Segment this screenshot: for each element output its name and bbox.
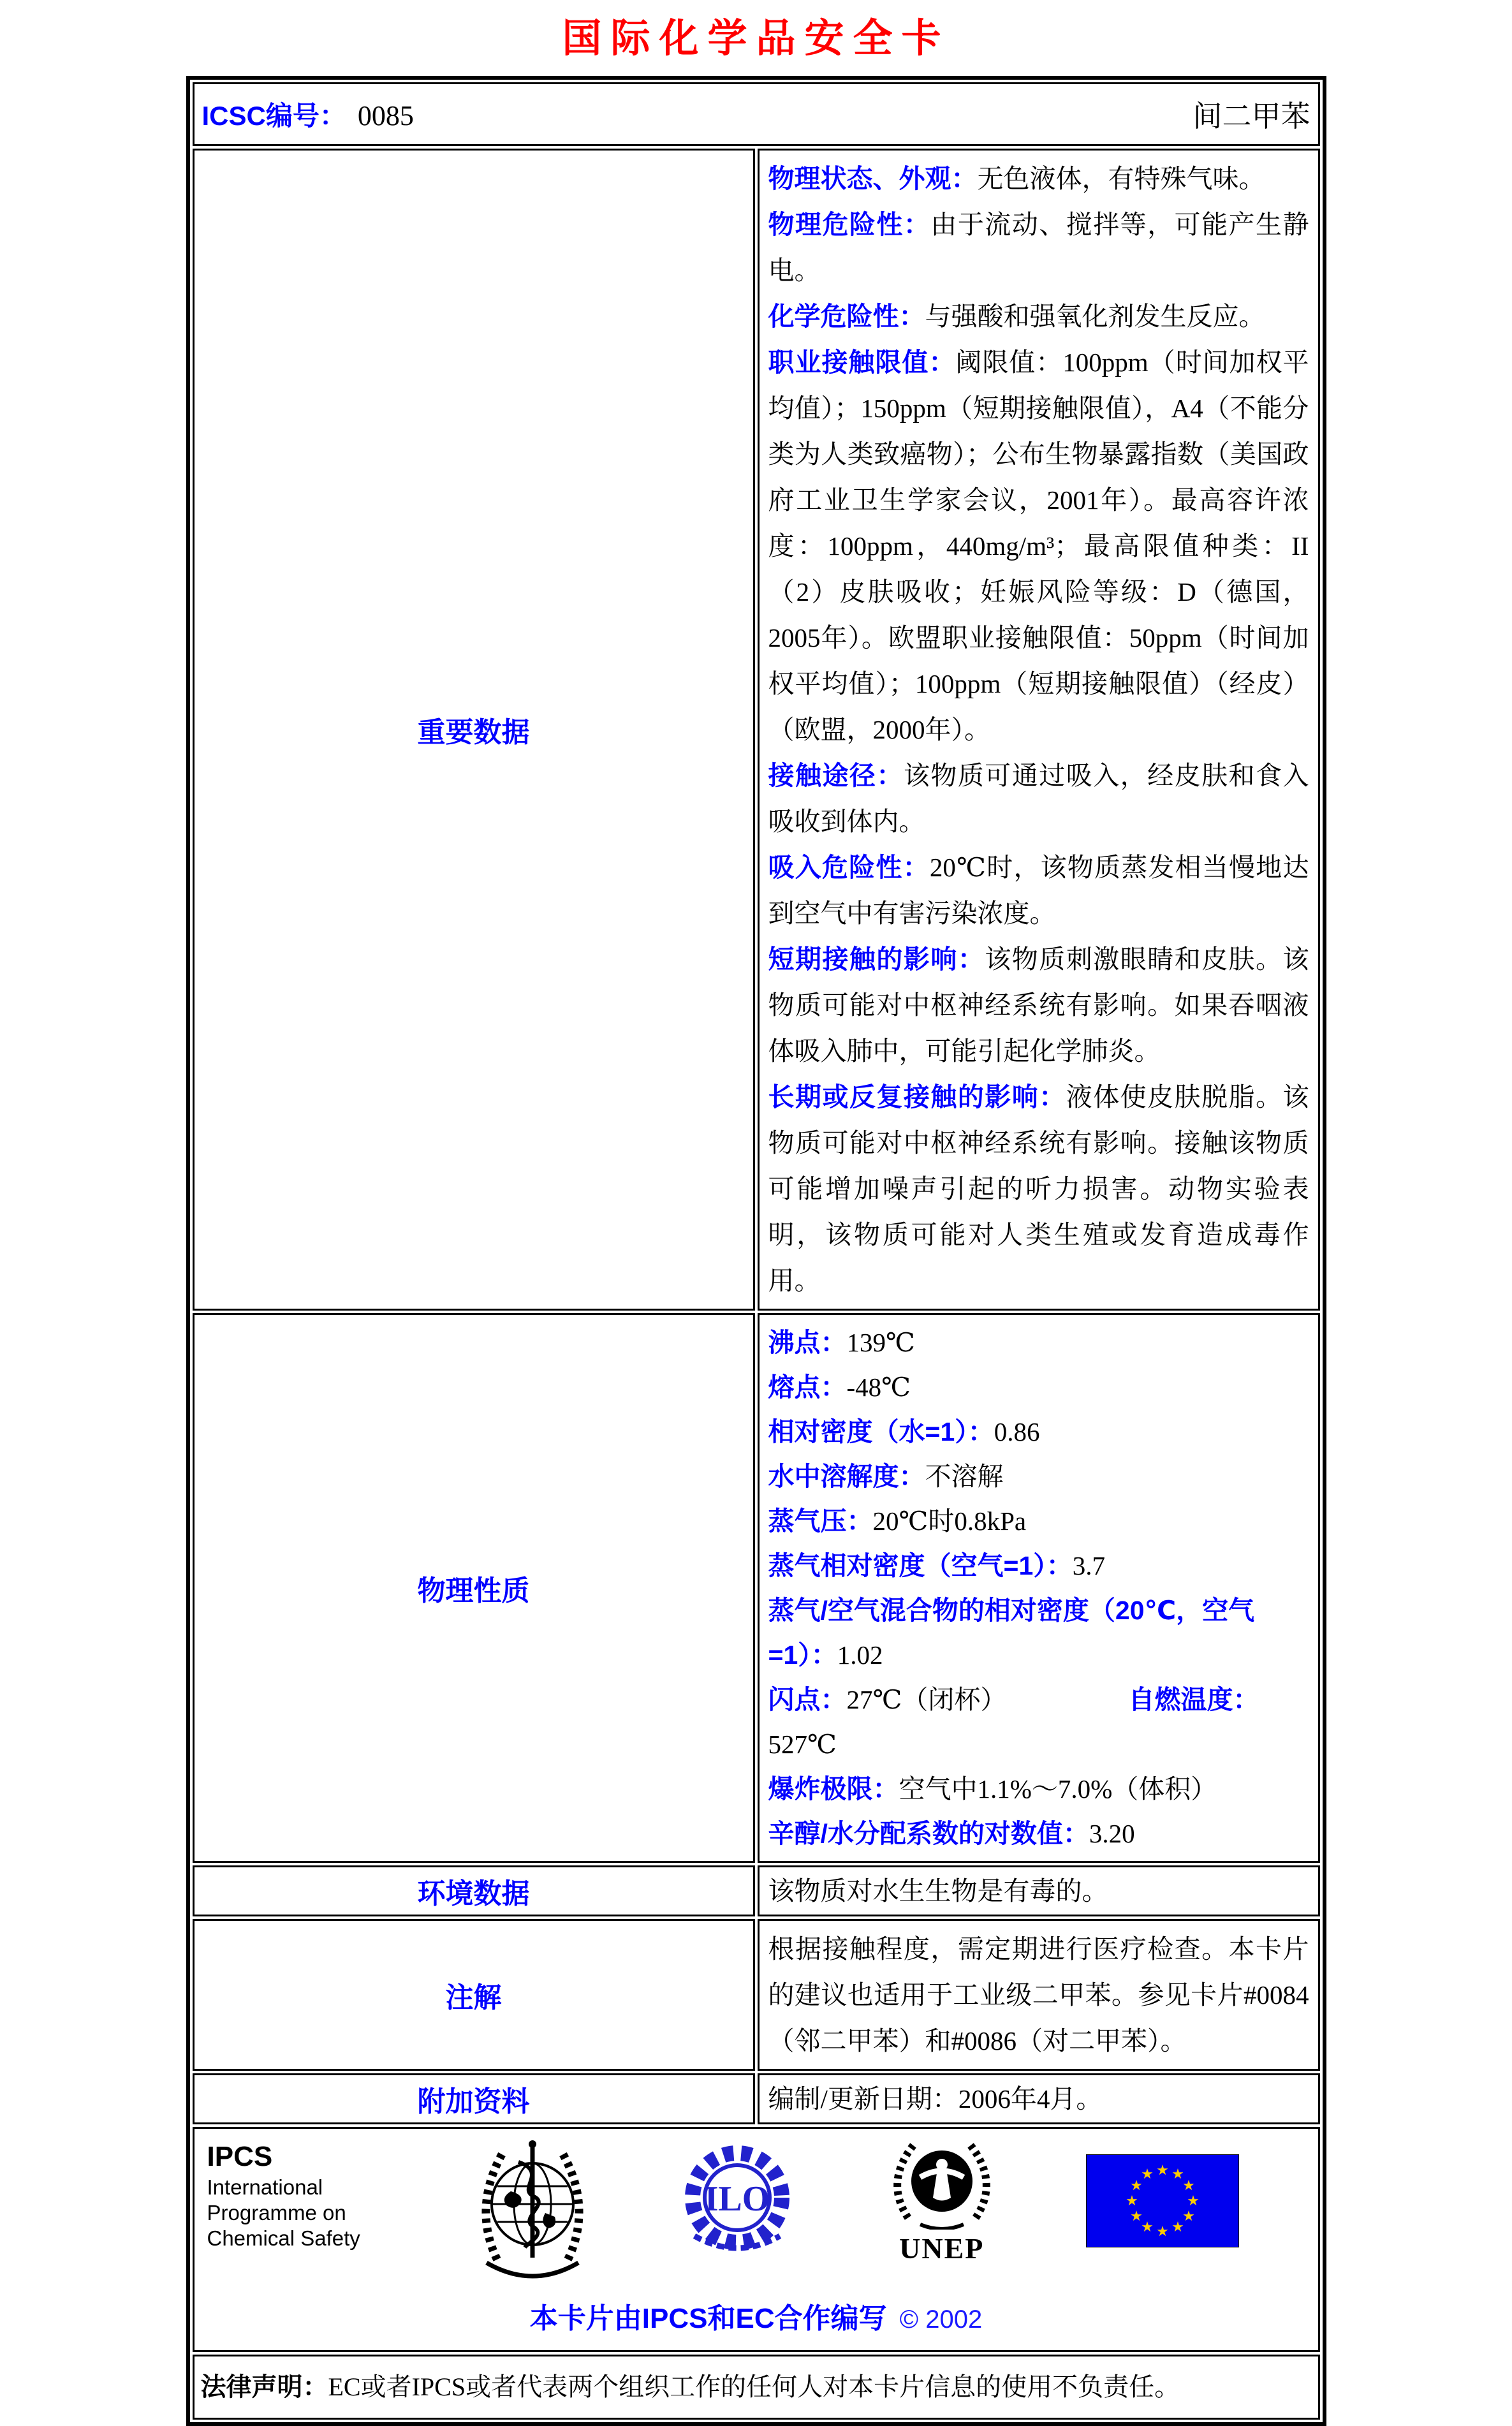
- table-row: [193, 1919, 1320, 2071]
- property-row: [768, 156, 1309, 202]
- cooperation-caption: [203, 2295, 1309, 2336]
- notes-text: 根据接触程度，需定期进行医疗检查。本卡片的建议也适用于工业级二甲苯。参见卡片#0084（邻二甲苯）和#0086（对二甲苯）。: [768, 1934, 1309, 2055]
- svg-text:★: ★: [1186, 2193, 1200, 2209]
- table-row: [193, 2355, 1320, 2420]
- property-row: [768, 753, 1309, 844]
- property-row: [768, 1811, 1309, 1856]
- property-value: 由于流动、搅拌等，可能产生静电。: [768, 210, 1309, 285]
- property-value: 无色液体，有特殊气味。: [977, 164, 1265, 193]
- table-row: [193, 82, 1320, 146]
- property-label: 长期或反复接触的影响：: [768, 1082, 1066, 1112]
- chemical-name: 间二甲苯: [1193, 100, 1310, 133]
- ipcs-footer-cell: [193, 2127, 1320, 2352]
- section-content-notes: [758, 1919, 1320, 2071]
- unep-wordmark: UNEP: [899, 2232, 985, 2265]
- svg-text:★: ★: [1125, 2193, 1138, 2209]
- safety-card-table: [186, 76, 1326, 2426]
- property-row: [768, 1074, 1309, 1304]
- who-logo-icon: [469, 2138, 596, 2286]
- ipcs-subtitle-line: International: [207, 2175, 323, 2199]
- property-value: 与强酸和强氧化剂发生反应。: [925, 302, 1265, 331]
- property-label: 沸点：: [768, 1328, 847, 1357]
- section-title-physical: 物理性质: [193, 1313, 755, 1863]
- svg-text:★: ★: [1182, 2178, 1195, 2194]
- property-label: 自燃温度：: [1128, 1685, 1259, 1714]
- legal-text: EC或者IPCS或者代表两个组织工作的任何人对本卡片信息的使用不负责任。: [328, 2372, 1180, 2401]
- property-value: 0.86: [994, 1417, 1040, 1446]
- section-content-important: [758, 149, 1320, 1311]
- property-value: -48℃: [846, 1372, 911, 1402]
- ipcs-title: IPCS: [207, 2141, 273, 2172]
- property-row: [768, 1499, 1309, 1543]
- section-content-environment: [758, 1865, 1320, 1916]
- property-label: 熔点：: [768, 1372, 847, 1402]
- property-row: [768, 936, 1309, 1074]
- property-label: 职业接触限值：: [768, 348, 956, 377]
- property-value: 20℃时，该物质蒸发相当慢地达到空气中有害污染浓度。: [768, 853, 1309, 928]
- property-value: 20℃时0.8kPa: [872, 1506, 1027, 1536]
- property-row-flash-autoignition: [768, 1677, 1309, 1767]
- icsc-number-group: [202, 95, 414, 133]
- property-value: 不溶解: [925, 1462, 1004, 1491]
- section-title-important: 重要数据: [193, 149, 755, 1311]
- header-cell: [193, 82, 1320, 146]
- update-date-label: 编制/更新日期：: [768, 2084, 958, 2114]
- legal-label: 法律声明：: [200, 2373, 328, 2401]
- property-row: [768, 1320, 1309, 1365]
- update-date-value: 2006年4月。: [958, 2084, 1103, 2114]
- logo-row: [203, 2135, 1309, 2286]
- property-value: 该物质刺激眼睛和皮肤。该物质可能对中枢神经系统有影响。如果吞咽液体吸入肺中，可能引起化学肺炎。: [768, 945, 1309, 1066]
- ipcs-subtitle-line: Chemical Safety: [207, 2226, 360, 2250]
- svg-text:★: ★: [1156, 2224, 1169, 2240]
- property-row: [768, 1767, 1309, 1811]
- property-value: 空气中1.1%～7.0%（体积）: [899, 1774, 1217, 1804]
- caption-text: 本卡片由IPCS和EC合作编写: [529, 2303, 887, 2334]
- unep-logo-icon: [878, 2139, 1006, 2263]
- property-label: 蒸气相对密度（空气=1）：: [768, 1551, 1073, 1580]
- ilo-letters: ILO: [704, 2179, 770, 2219]
- property-value: 1.02: [837, 1640, 883, 1670]
- section-title-additional: 附加资料: [193, 2073, 755, 2124]
- icsc-number-label: ICSC编号：: [202, 101, 346, 131]
- property-row: [768, 1588, 1309, 1677]
- property-label: 接触途径：: [768, 761, 904, 790]
- ipcs-subtitle-line: Programme on: [207, 2201, 346, 2224]
- property-value: 139℃: [846, 1328, 915, 1357]
- eu-flag-icon: [1086, 2154, 1239, 2251]
- property-row: [768, 339, 1309, 753]
- property-label: 短期接触的影响：: [768, 945, 985, 974]
- property-value: 27℃（闭杯）: [846, 1685, 1007, 1714]
- page-title: 国际化学品安全卡: [562, 17, 950, 61]
- property-label: 吸入危险性：: [768, 853, 930, 882]
- flash-point-group: [768, 1677, 1129, 1722]
- icsc-number-value: 0085: [357, 100, 414, 131]
- property-value: 3.7: [1072, 1551, 1105, 1580]
- property-label: 闪点：: [768, 1685, 847, 1714]
- property-row: [768, 1454, 1309, 1499]
- property-row: [768, 844, 1309, 936]
- svg-text:★: ★: [1171, 2166, 1184, 2182]
- table-row: [193, 149, 1320, 1311]
- property-value: 527℃: [768, 1730, 837, 1759]
- property-label: 水中溶解度：: [768, 1462, 925, 1491]
- ilo-logo-icon: [677, 2143, 798, 2262]
- table-row: [193, 2127, 1320, 2352]
- section-title-environment: 环境数据: [193, 1865, 755, 1916]
- svg-text:★: ★: [1129, 2178, 1143, 2194]
- property-row: [768, 1543, 1309, 1588]
- section-content-additional: [758, 2073, 1320, 2124]
- ipcs-text-block: [207, 2138, 389, 2251]
- svg-text:★: ★: [1140, 2166, 1154, 2182]
- property-row: [768, 1365, 1309, 1409]
- svg-text:★: ★: [1129, 2209, 1143, 2224]
- svg-text:★: ★: [1182, 2209, 1195, 2224]
- property-value: 液体使皮肤脱脂。该物质可能对中枢神经系统有影响。接触该物质可能增加噪声引起的听力损害。动物实验表明，该物质可能对人类生殖或发育造成毒作用。: [768, 1082, 1309, 1295]
- property-label: 辛醇/水分配系数的对数值：: [768, 1819, 1089, 1848]
- svg-text:★: ★: [1140, 2219, 1154, 2235]
- legal-notice-cell: [193, 2355, 1320, 2420]
- property-label: 蒸气压：: [768, 1506, 873, 1536]
- environment-text: 该物质对水生生物是有毒的。: [768, 1876, 1108, 1906]
- property-row: [768, 1409, 1309, 1454]
- table-row: [193, 1313, 1320, 1863]
- property-label: 化学危险性：: [768, 302, 925, 331]
- property-row: [768, 293, 1309, 339]
- table-row: [193, 2073, 1320, 2124]
- property-label: 物理状态、外观：: [768, 164, 978, 193]
- property-label: 物理危险性：: [768, 210, 931, 239]
- property-label: 爆炸极限：: [768, 1774, 899, 1804]
- property-label: 相对密度（水=1）：: [768, 1417, 994, 1446]
- property-label: 蒸气/空气混合物的相对密度（20℃，空气=1）：: [768, 1596, 1255, 1670]
- copyright-text: © 2002: [899, 2305, 983, 2334]
- property-value: 阈限值：100ppm（时间加权平均值）；150ppm（短期接触限值），A4（不能分类为人类致癌物）；公布生物暴露指数（美国政府工业卫生学家会议，2001年）。最高容许浓度：100ppm，440mg/m³；最高限值种类：II（2）皮肤吸收；妊娠风险等级：D（德国，2005年）。欧盟职业接触限值：50ppm（时间加权平均值）；100ppm（短期接触限值）（经皮）（欧盟，2000年）。: [768, 348, 1309, 744]
- property-value: 该物质可通过吸入，经皮肤和食入吸收到体内。: [768, 761, 1309, 836]
- svg-text:★: ★: [1156, 2163, 1169, 2179]
- section-content-physical: [758, 1313, 1320, 1863]
- section-title-notes: 注解: [193, 1919, 755, 2071]
- property-value: 3.20: [1089, 1819, 1135, 1848]
- property-row: [768, 202, 1309, 293]
- svg-text:★: ★: [1171, 2219, 1184, 2235]
- table-row: [193, 1865, 1320, 1916]
